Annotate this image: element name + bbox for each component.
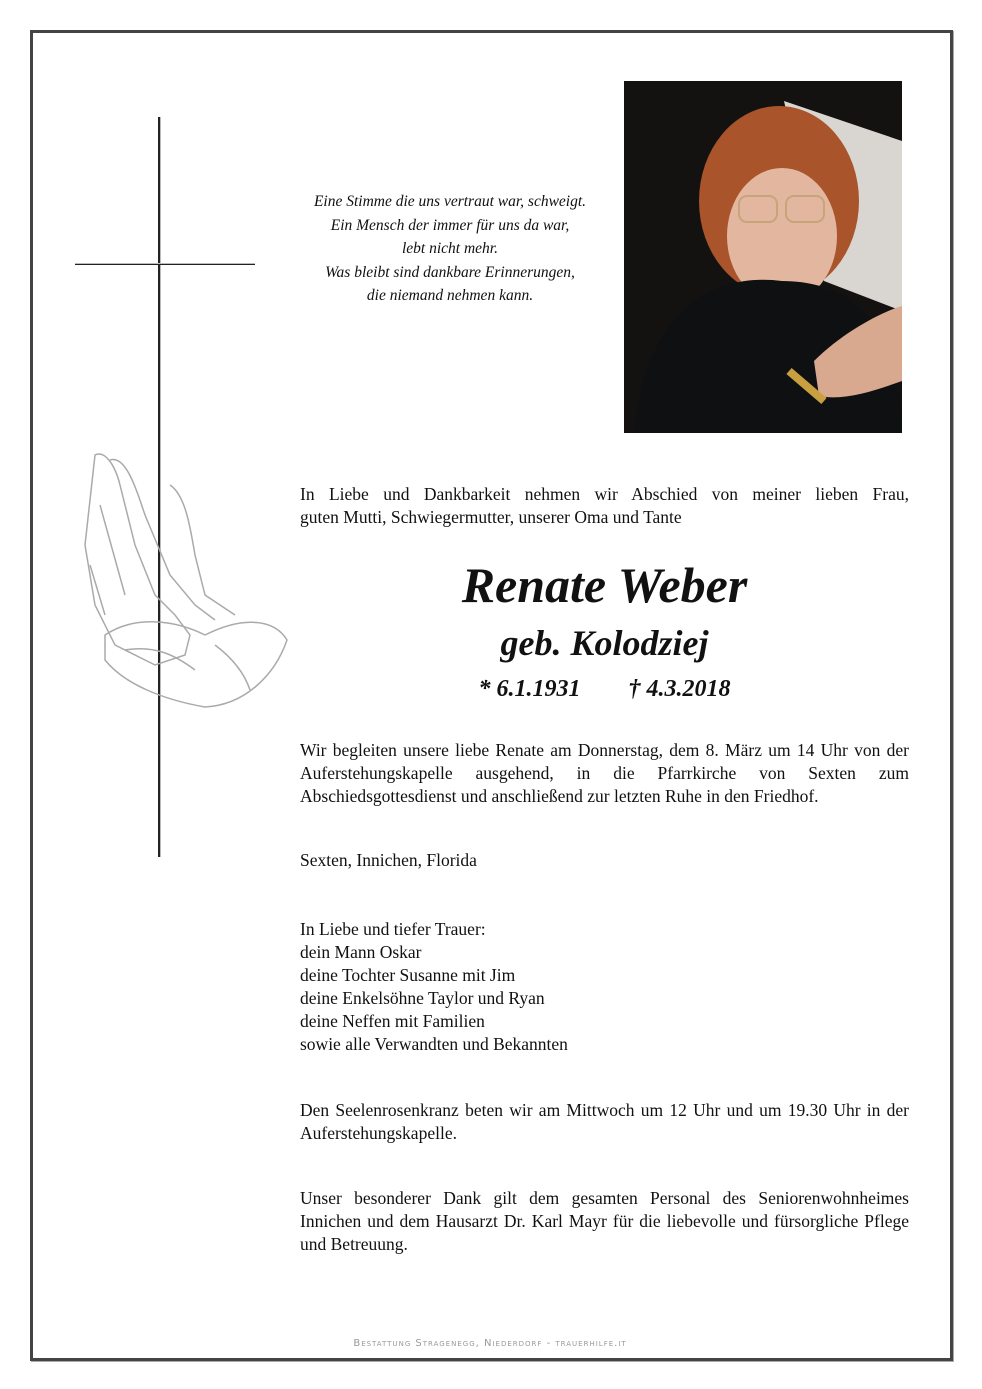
poem-line: lebt nicht mehr. xyxy=(402,240,498,257)
mourners-list xyxy=(300,918,909,1056)
dates xyxy=(300,676,909,703)
funeral-text: Wir begleiten unsere liebe Renate am Donnerstag, dem 8. März um 14 Uhr von der Auferstehungskapelle ausgehend, in die Pfarrkirche von Sexten zum Abschiedsgottesdienst und anschließend zur letzten Ruhe in den Friedhof. xyxy=(300,740,909,806)
portrait-photo xyxy=(624,81,902,433)
mourner-line: deine Enkelsöhne Taylor und Ryan xyxy=(300,988,545,1008)
mourner-line: deine Tochter Susanne mit Jim xyxy=(300,965,516,985)
mourner-line: deine Neffen mit Familien xyxy=(300,1011,485,1031)
mourner-line: sowie alle Verwandten und Bekannten xyxy=(300,1034,568,1054)
footer: Bestattung Stragenegg, Niederdorf - trauerhilfe.it xyxy=(353,1338,627,1349)
intro-line: guten Mutti, Schwiegermutter, unserer Oma und Tante xyxy=(300,507,682,527)
poem xyxy=(290,190,610,308)
poem-line: Eine Stimme die uns vertraut war, schweigt. xyxy=(313,193,587,210)
places-text: Sexten, Innichen, Florida xyxy=(300,850,477,870)
praying-hands-icon xyxy=(75,445,290,710)
mourner-line: dein Mann Oskar xyxy=(300,942,422,962)
poem-line: Ein Mensch der immer für uns da war, xyxy=(330,216,570,234)
rosary-text: Den Seelenrosenkranz beten wir am Mittwoch um 12 Uhr und um 19.30 Uhr in der Auferstehungskapelle. xyxy=(300,1100,909,1143)
poem-line: die niemand nehmen kann. xyxy=(366,287,534,304)
cross-crossbar xyxy=(75,263,255,265)
death-date: † 4.3.2018 xyxy=(628,676,731,702)
poem-line: Was bleibt sind dankbare Erinnerungen, xyxy=(325,263,575,281)
maiden-name: geb. Kolodziej xyxy=(500,623,709,663)
deceased-name: Renate Weber xyxy=(461,557,748,613)
thanks-text: Unser besonderer Dank gilt dem gesamten Personal des Seniorenwohnheimes Innichen und dem Hausarzt Dr. Karl Mayr für die liebevolle und fürsorgliche Pflege und Betreuung. xyxy=(300,1188,909,1254)
birth-date: * 6.1.1931 xyxy=(478,676,581,702)
intro-line: In Liebe und Dankbarkeit nehmen wir Abschied von meiner lieben Frau, xyxy=(300,484,909,504)
intro-text-2 xyxy=(300,506,909,529)
intro-text xyxy=(300,483,909,506)
mourner-line: In Liebe und tiefer Trauer: xyxy=(300,919,486,939)
